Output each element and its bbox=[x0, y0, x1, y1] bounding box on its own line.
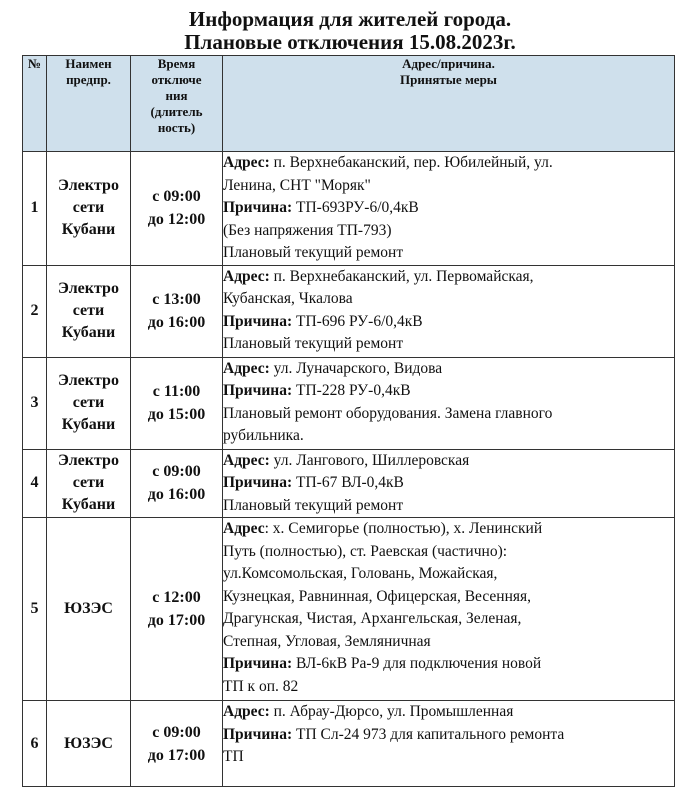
measures-line: Плановый текущий ремонт bbox=[223, 335, 404, 352]
page-title bbox=[0, 0, 700, 54]
address-label: Адрес bbox=[223, 520, 265, 537]
company-name bbox=[47, 449, 131, 518]
company-name bbox=[47, 701, 131, 787]
company-name bbox=[47, 152, 131, 266]
reason-line: Причина: ТП-693РУ-6/0,4кВ bbox=[223, 199, 419, 216]
address-reason-cell bbox=[223, 152, 675, 266]
row-number: 4 bbox=[23, 449, 47, 518]
reason-line: (Без напряжения ТП-793) bbox=[223, 221, 392, 239]
table-row bbox=[23, 518, 675, 701]
table-row bbox=[23, 152, 675, 266]
company-name bbox=[47, 357, 131, 449]
measures-line: Плановый текущий ремонт bbox=[223, 244, 404, 261]
reason-label: Причина: bbox=[223, 655, 293, 672]
table-header-row bbox=[23, 56, 675, 152]
reason-line: ТП к оп. 82 bbox=[223, 677, 299, 695]
table-row bbox=[23, 449, 675, 518]
company-name-line: Кубани bbox=[61, 416, 116, 433]
address-label: Адрес: bbox=[223, 154, 270, 171]
address-reason-cell bbox=[223, 449, 675, 518]
row-number: 1 bbox=[23, 152, 47, 266]
address-reason-cell bbox=[223, 701, 675, 787]
outage-time-line: с 09:00 bbox=[152, 723, 201, 741]
company-name-line: сети bbox=[72, 199, 105, 217]
address-label: Адрес: bbox=[223, 451, 270, 469]
outage-time bbox=[131, 701, 223, 787]
outage-time-line: с 13:00 bbox=[152, 291, 201, 308]
address-line: Степная, Угловая, Земляничная bbox=[223, 632, 431, 650]
company-name bbox=[47, 265, 131, 357]
title-line-1: Информация для жителей города. bbox=[188, 7, 512, 31]
company-name-line: Электро bbox=[58, 177, 119, 195]
address-line: Путь (полностью), ст. Раевская (частично): bbox=[223, 542, 508, 560]
address-line: Ленина, СНТ "Моряк" bbox=[223, 176, 371, 194]
reason-line: Причина: ТП-696 РУ-6/0,4кВ bbox=[223, 312, 423, 330]
company-name-line: Электро bbox=[58, 280, 119, 297]
outage-table bbox=[22, 55, 675, 787]
outage-time bbox=[131, 449, 223, 518]
outage-time-line: до 15:00 bbox=[147, 406, 206, 423]
address-reason-cell bbox=[223, 518, 675, 701]
company-name-line: Электро bbox=[58, 372, 119, 389]
header-number: № bbox=[23, 56, 47, 152]
outage-time bbox=[131, 265, 223, 357]
reason-label: Причина: bbox=[223, 725, 293, 743]
outage-time-line: до 16:00 bbox=[147, 486, 206, 504]
company-name-line: сети bbox=[72, 394, 105, 411]
outage-time-line: с 11:00 bbox=[152, 383, 201, 400]
row-number: 3 bbox=[23, 357, 47, 449]
address-line: Адрес: ул. Лангового, Шиллеровская bbox=[223, 451, 470, 469]
outage-time-line: до 17:00 bbox=[147, 746, 206, 764]
company-name bbox=[47, 518, 131, 701]
address-label: Адрес: bbox=[223, 703, 270, 720]
reason-label: Причина: bbox=[223, 312, 293, 330]
address-reason-cell bbox=[223, 357, 675, 449]
row-number: 5 bbox=[23, 518, 47, 701]
outage-time-line: до 12:00 bbox=[147, 211, 206, 229]
row-number: 6 bbox=[23, 701, 47, 787]
reason-line: ТП bbox=[223, 748, 244, 765]
company-name-line: ЮЗЭС bbox=[64, 600, 113, 617]
outage-time bbox=[131, 518, 223, 701]
company-name-line: Электро bbox=[58, 452, 119, 470]
outage-time bbox=[131, 357, 223, 449]
table-row bbox=[23, 265, 675, 357]
outage-time-line: с 12:00 bbox=[152, 589, 201, 606]
header-company: Наимен предпр. bbox=[47, 56, 131, 152]
row-number: 2 bbox=[23, 265, 47, 357]
header-time: Время отключе ния (длитель ность) bbox=[131, 56, 223, 152]
address-line: Адрес: п. Абрау-Дюрсо, ул. Промышленная bbox=[223, 703, 514, 720]
outage-time-line: до 17:00 bbox=[147, 612, 206, 629]
outage-time-line: с 09:00 bbox=[152, 463, 201, 481]
address-reason-cell bbox=[223, 265, 675, 357]
company-name-line: Кубани bbox=[61, 221, 116, 239]
reason-line: Причина: ТП-67 ВЛ-0,4кВ bbox=[223, 474, 404, 491]
reason-line: Причина: ВЛ-6кВ Ра-9 для подключения новой bbox=[223, 655, 542, 672]
address-line: Кубанская, Чкалова bbox=[223, 290, 353, 307]
reason-label: Причина: bbox=[223, 382, 293, 399]
company-name-line: сети bbox=[72, 474, 105, 492]
company-name-line: сети bbox=[72, 302, 105, 319]
address-label: Адрес: bbox=[223, 267, 270, 285]
reason-label: Причина: bbox=[223, 474, 293, 491]
measures-line: Плановый ремонт оборудования. Замена главного bbox=[223, 404, 553, 422]
address-line: ул.Комсомольская, Головань, Можайская, bbox=[223, 565, 498, 582]
table-row bbox=[23, 701, 675, 787]
measures-line: рубильника. bbox=[223, 427, 304, 444]
address-line: Адрес: п. Верхнебаканский, ул. Первомайская, bbox=[223, 267, 534, 285]
outage-time-line: до 16:00 bbox=[147, 314, 206, 331]
table-row bbox=[23, 357, 675, 449]
company-name-line: Кубани bbox=[61, 324, 116, 341]
address-line: Адрес: ул. Луначарского, Видова bbox=[223, 359, 443, 377]
outage-time-line: с 09:00 bbox=[152, 188, 201, 206]
address-line: Адрес: п. Верхнебаканский, пер. Юбилейный, ул. bbox=[223, 154, 553, 171]
address-line: Адрес: х. Семигорье (полностью), х. Ленинский bbox=[223, 520, 543, 537]
reason-line: Причина: ТП-228 РУ-0,4кВ bbox=[223, 382, 411, 399]
address-line: Кузнецкая, Равнинная, Офицерская, Весенняя, bbox=[223, 587, 531, 605]
reason-label: Причина: bbox=[223, 199, 293, 216]
title-line-2: Плановые отключения 15.08.2023г. bbox=[184, 30, 516, 54]
address-label: Адрес: bbox=[223, 359, 270, 377]
company-name-line: ЮЗЭС bbox=[64, 734, 113, 752]
measures-line: Плановый текущий ремонт bbox=[223, 496, 404, 514]
outage-time bbox=[131, 152, 223, 266]
header-address: Адрес/причина. Принятые меры bbox=[223, 56, 675, 152]
reason-line: Причина: ТП Сл-24 973 для капитального ремонта bbox=[223, 725, 565, 743]
company-name-line: Кубани bbox=[61, 496, 116, 514]
address-line: Драгунская, Чистая, Архангельская, Зеленая, bbox=[223, 610, 522, 627]
